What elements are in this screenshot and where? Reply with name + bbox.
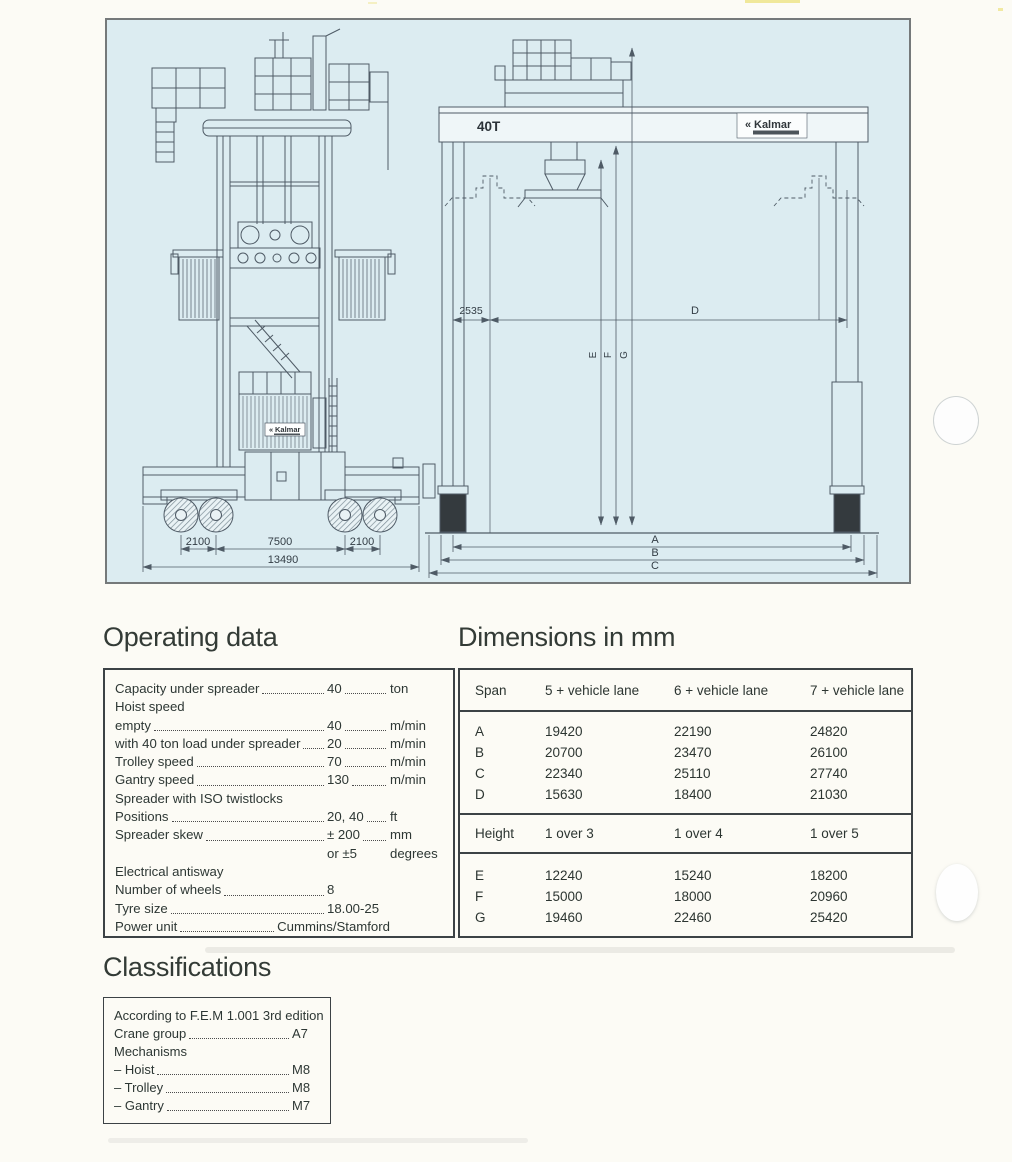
column-header: Height (475, 826, 515, 841)
kalmar-chevron-icon: « (745, 119, 752, 131)
dot-leader (345, 692, 386, 694)
spec-label: Number of wheels (115, 882, 222, 898)
classification-label: – Gantry (114, 1098, 164, 1113)
dim-value: 19420 (545, 724, 583, 739)
spec-label: Spreader skew (115, 827, 203, 843)
dim-label-2100-right: 2100 (349, 536, 375, 548)
table-row (460, 907, 911, 928)
dim-label-2535: 2535 (459, 305, 483, 317)
spec-value-text: 18.00-25 (327, 900, 380, 916)
dot-leader (224, 894, 324, 896)
side-view-drawing (143, 29, 435, 532)
dot-leader (345, 747, 386, 749)
kalmar-logo-text: Kalmar (275, 425, 301, 434)
operating-data-row (115, 717, 444, 735)
operating-data-row (115, 863, 444, 881)
classification-row (114, 1043, 320, 1061)
spec-value (327, 753, 390, 771)
dimensions-title: Dimensions in mm (458, 622, 676, 652)
dim-value: 22190 (674, 724, 712, 739)
classification-row (114, 1025, 320, 1043)
dim-value: 12240 (545, 868, 583, 883)
dim-value: 27740 (810, 766, 848, 781)
operating-data-row (115, 845, 444, 863)
binder-hole (936, 864, 978, 921)
spec-value (327, 680, 390, 698)
dim-value: 21030 (810, 787, 848, 802)
front-view-drawing (425, 40, 879, 533)
dim-letter: E (475, 868, 485, 883)
binder-hole (933, 396, 979, 445)
dim-value: 25420 (810, 910, 848, 925)
dot-leader (197, 784, 324, 786)
operating-data-box (103, 668, 455, 938)
dim-letter: B (475, 745, 485, 760)
dim-letter: D (475, 787, 485, 802)
dim-label-f: F (603, 351, 614, 359)
dim-value: 15630 (545, 787, 583, 802)
dim-label-13490: 13490 (267, 554, 299, 566)
spec-label: Tyre size (115, 900, 168, 916)
table-row (460, 721, 911, 742)
dim-letter: G (475, 910, 486, 925)
dim-value: 22460 (674, 910, 712, 925)
dim-label-a: A (651, 534, 659, 546)
operating-data-row (115, 826, 444, 844)
dim-label-2100-left: 2100 (185, 536, 211, 548)
column-header: 1 over 5 (810, 826, 859, 841)
dot-leader (345, 765, 386, 767)
classifications-title: Classifications (103, 952, 272, 982)
dim-value: 23470 (674, 745, 712, 760)
dimensions-table (458, 668, 913, 938)
classification-value: A7 (292, 1026, 308, 1041)
scan-streak (205, 947, 955, 953)
spec-label: Positions (115, 809, 169, 825)
spec-value-text: 130 (327, 772, 350, 788)
classification-row (114, 1079, 320, 1097)
technical-drawing-panel (105, 18, 911, 584)
dim-value: 15000 (545, 889, 583, 904)
spec-value-text: 8 (327, 882, 335, 898)
spec-value-text: Cummins/Stamford (277, 918, 390, 934)
table-row (460, 784, 911, 805)
span-table-body (460, 712, 911, 813)
dim-letter: F (475, 889, 484, 904)
dot-leader (262, 692, 324, 694)
spec-unit: m/min (390, 717, 426, 733)
operating-data-row (115, 735, 444, 753)
dim-label-7500: 7500 (267, 536, 293, 548)
spec-label: Capacity under spreader (115, 681, 260, 696)
spec-value-text: 40 (327, 717, 342, 733)
classification-value: M7 (292, 1098, 311, 1113)
dot-leader (303, 747, 324, 749)
classification-value: M8 (292, 1080, 311, 1095)
classification-label: – Trolley (114, 1080, 164, 1095)
scan-artifact (998, 8, 1003, 11)
spec-label: Gantry speed (115, 772, 195, 788)
classification-label: Mechanisms (114, 1044, 187, 1059)
spec-value (277, 918, 390, 936)
classification-label: According to F.E.M 1.001 3rd edition (114, 1008, 324, 1023)
spec-value-text: ± 200 (327, 827, 360, 843)
spec-unit: m/min (390, 772, 426, 788)
spec-value-text: 70 (327, 754, 342, 770)
dim-value: 25110 (674, 766, 711, 781)
dot-leader (167, 1109, 289, 1111)
crane-drawing (107, 20, 909, 582)
table-row (460, 742, 911, 763)
dim-value: 20960 (810, 889, 848, 904)
scan-streak (108, 1138, 528, 1143)
dot-leader (166, 1091, 289, 1093)
operating-data-row (115, 918, 444, 936)
classification-row (114, 1097, 320, 1115)
classification-row (114, 1061, 320, 1079)
height-table-body (460, 854, 911, 928)
column-header: 6 + vehicle lane (674, 682, 769, 698)
table-row (460, 886, 911, 907)
classification-label: Crane group (114, 1026, 187, 1041)
column-header: 1 over 4 (674, 826, 723, 841)
column-header: 7 + vehicle lane (810, 682, 905, 698)
scan-artifact (745, 0, 800, 3)
spec-value (327, 717, 390, 735)
spec-label: Power unit (115, 918, 178, 934)
dot-leader (197, 765, 324, 767)
dot-leader (172, 820, 324, 822)
spec-unit: m/min (390, 754, 426, 770)
spec-label: Trolley speed (115, 754, 194, 770)
spec-value (327, 881, 390, 899)
column-header: Span (475, 682, 507, 698)
capacity-label: 40T (477, 119, 501, 134)
dim-label-d: D (691, 305, 699, 317)
dot-leader (171, 912, 324, 914)
operating-data-list (115, 680, 444, 936)
classification-label: – Hoist (114, 1062, 155, 1077)
dim-label-b: B (651, 547, 659, 559)
front-view-labels (459, 119, 799, 572)
spec-label: Hoist speed (115, 699, 185, 715)
kalmar-chevron-icon: « (269, 425, 274, 434)
dim-value: 24820 (810, 724, 848, 739)
operating-data-row (115, 881, 444, 899)
spec-value (327, 900, 390, 918)
spec-label: Electrical antisway (115, 863, 224, 879)
dot-leader (206, 839, 324, 841)
dim-label-e: E (588, 351, 599, 359)
table-row (460, 865, 911, 886)
spec-unit: mm (390, 827, 412, 843)
classification-row (114, 1007, 324, 1025)
spec-value-text: or ±5 (327, 845, 357, 861)
side-view-dimension-labels (186, 536, 374, 566)
dot-leader (180, 930, 274, 932)
spec-unit: m/min (390, 735, 426, 751)
operating-data-row (115, 790, 444, 808)
operating-data-title: Operating data (103, 622, 278, 652)
spec-value (327, 735, 390, 753)
spec-unit: ton (390, 681, 409, 696)
column-header: 5 + vehicle lane (545, 682, 640, 698)
operating-data-row (115, 753, 444, 771)
kalmar-logo-text: Kalmar (754, 119, 792, 131)
dim-label-g: G (619, 351, 630, 359)
spec-value-text: 40 (327, 681, 342, 696)
spec-value (327, 845, 390, 863)
height-header-row (460, 813, 911, 854)
spec-value-text: 20, 40 (327, 809, 364, 825)
spec-unit: degrees (390, 845, 438, 861)
operating-data-row (115, 698, 444, 716)
dim-letter: C (475, 766, 485, 781)
spec-label: Spreader with ISO twistlocks (115, 790, 283, 806)
dim-value: 20700 (545, 745, 583, 760)
dot-leader (352, 784, 386, 786)
dim-letter: A (475, 724, 485, 739)
dim-value: 19460 (545, 910, 583, 925)
spec-value (327, 771, 390, 789)
spec-value (327, 808, 390, 826)
spec-value-text: 20 (327, 735, 342, 751)
spec-label: with 40 ton load under spreader (115, 735, 301, 751)
spec-label: empty (115, 717, 151, 733)
dim-value: 15240 (674, 868, 712, 883)
classifications-list (114, 1007, 324, 1115)
dim-value: 26100 (810, 745, 848, 760)
dim-value: 18000 (674, 889, 712, 904)
dim-value: 18400 (674, 787, 712, 802)
dim-label-c: C (651, 560, 659, 572)
dot-leader (367, 820, 386, 822)
dot-leader (345, 729, 386, 731)
dot-leader (189, 1037, 289, 1039)
operating-data-row (115, 680, 444, 698)
dim-value: 18200 (810, 868, 848, 883)
dot-leader (363, 839, 386, 841)
classification-value: M8 (292, 1062, 311, 1077)
column-header: 1 over 3 (545, 826, 594, 841)
dot-leader (154, 729, 324, 731)
spec-unit: ft (390, 809, 398, 825)
operating-data-row (115, 900, 444, 918)
table-row (460, 763, 911, 784)
span-header-row (460, 670, 911, 712)
scan-artifact (368, 2, 377, 4)
dot-leader (157, 1073, 289, 1075)
classifications-box (103, 997, 331, 1124)
operating-data-row (115, 808, 444, 826)
dim-value: 22340 (545, 766, 583, 781)
spec-value (327, 826, 390, 844)
operating-data-row (115, 771, 444, 789)
